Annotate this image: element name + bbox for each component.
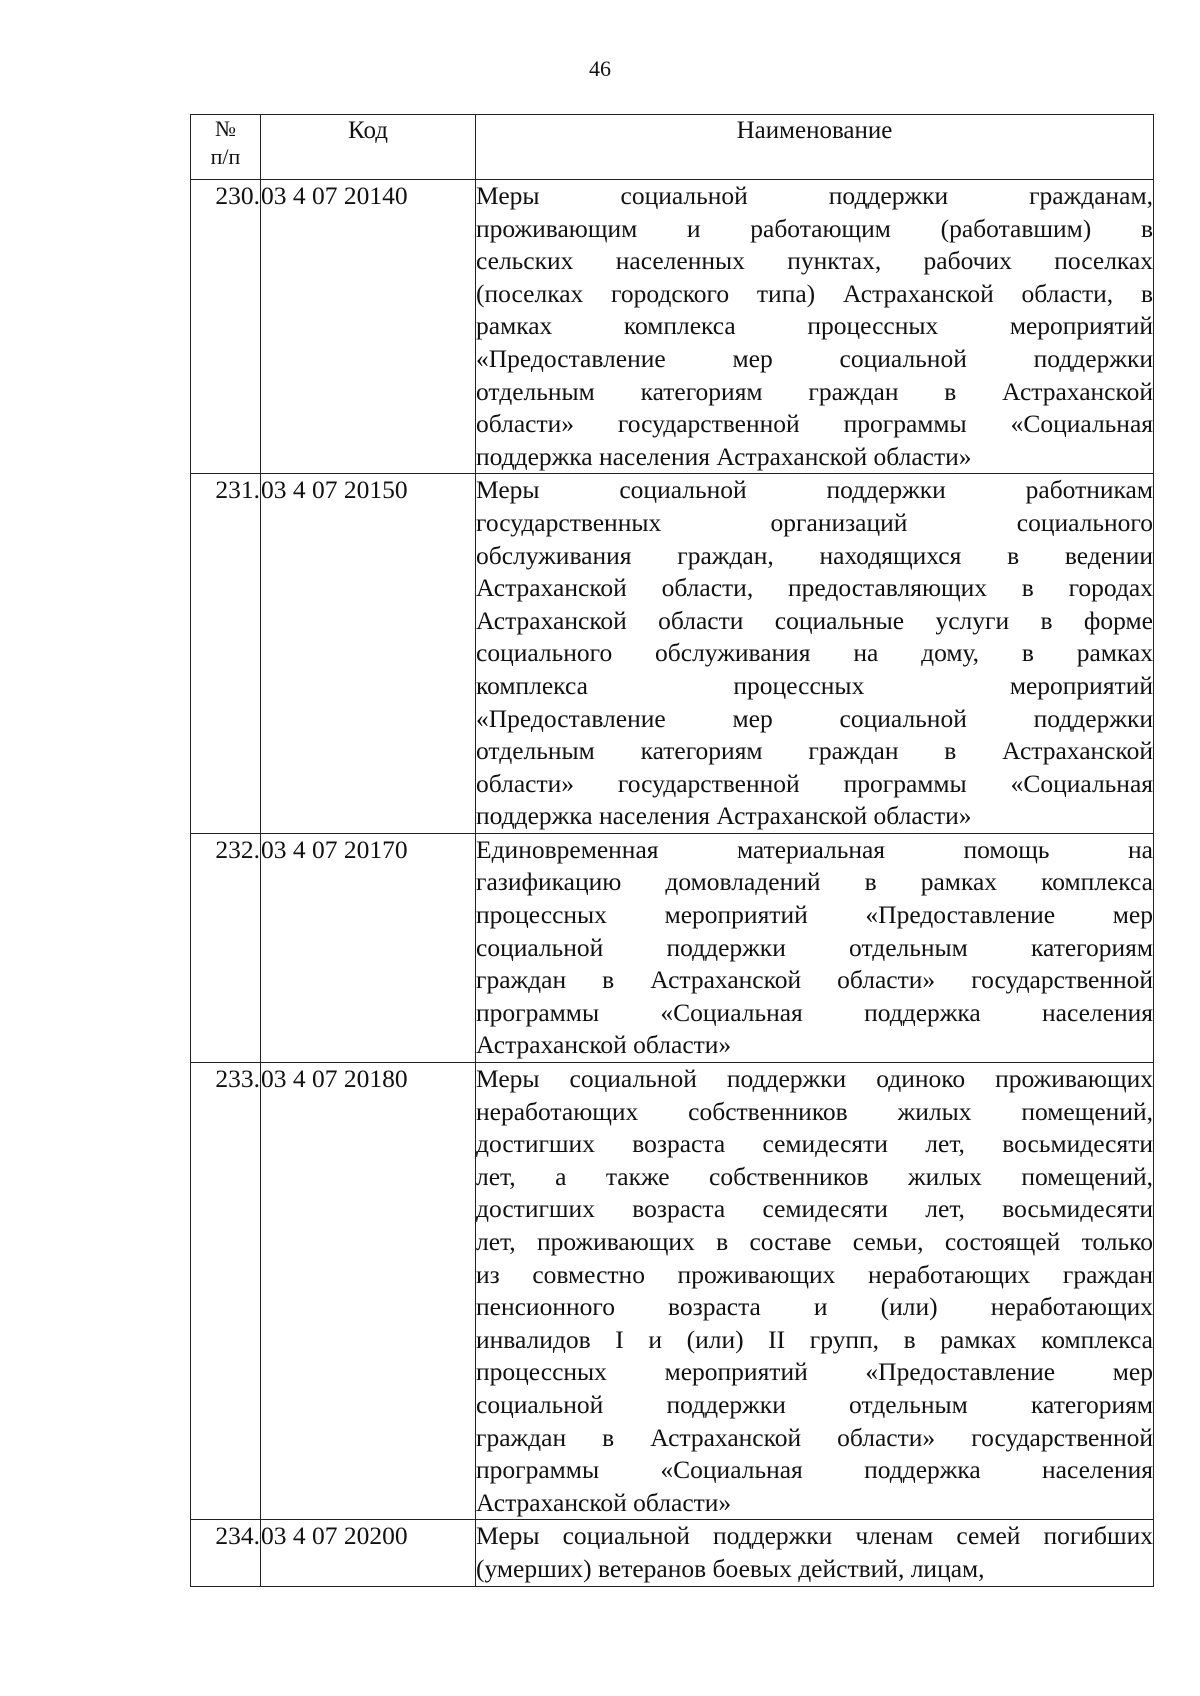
row-name-line: «Предоставление мер социальной поддержки xyxy=(476,343,1153,373)
row-code: 03 4 07 20140 xyxy=(261,180,476,474)
table-header xyxy=(191,115,1154,180)
row-name-line: Меры социальной поддержки гражданам, xyxy=(476,181,1153,210)
row-code: 03 4 07 20150 xyxy=(261,474,476,834)
row-name-line: пенсионного возраста и (или) неработающих xyxy=(476,1292,1153,1322)
row-name-line: социальной поддержки отдельным категориям xyxy=(476,1389,1153,1419)
row-name-line: Астраханской области» xyxy=(476,1030,732,1060)
row-name-line: инвалидов I и (или) II групп, в рамках комплекса xyxy=(476,1324,1153,1354)
row-name-line: достигших возраста семидесяти лет, восьмидесяти xyxy=(476,1194,1153,1224)
row-name xyxy=(476,180,1154,474)
row-name-line: отдельным категориям граждан в Астраханской xyxy=(476,376,1153,406)
row-number: 233. xyxy=(191,1063,261,1520)
header-row xyxy=(191,115,1154,180)
row-name-line: из совместно проживающих неработающих граждан xyxy=(476,1259,1153,1289)
row-name-line: процессных мероприятий «Предоставление мер xyxy=(476,900,1153,930)
row-name-line: Единовременная материальная помощь на xyxy=(476,834,1153,864)
header-number xyxy=(191,115,261,180)
row-name-line: рамках комплекса процессных мероприятий xyxy=(476,311,1153,341)
row-name-line: (умерших) ветеранов боевых действий, лицам, xyxy=(476,1553,985,1583)
row-name-line: Меры социальной поддержки членам семей погибших xyxy=(476,1521,1153,1551)
row-name-line: Меры социальной поддержки работникам xyxy=(476,475,1153,505)
row-name-line: Астраханской области» xyxy=(476,1487,732,1517)
row-name-line: программы «Социальная поддержка населения xyxy=(476,1455,1153,1485)
row-code: 03 4 07 20180 xyxy=(261,1063,476,1520)
row-name-line: «Предоставление мер социальной поддержки xyxy=(476,703,1153,733)
row-name-line: граждан в Астраханской области» государственной xyxy=(476,965,1153,995)
row-code: 03 4 07 20170 xyxy=(261,833,476,1062)
table-row xyxy=(191,1520,1154,1586)
row-number: 230. xyxy=(191,180,261,474)
row-name-line: программы «Социальная поддержка населения xyxy=(476,997,1153,1027)
row-number: 231. xyxy=(191,474,261,834)
header-number-symbol: № xyxy=(215,116,236,141)
row-name-line: государственных организаций социального xyxy=(476,507,1153,537)
row-name-line: Меры социальной поддержки одиноко проживающих xyxy=(476,1064,1153,1094)
row-name-line: Астраханской области социальные услуги в форме xyxy=(476,605,1153,635)
table-body xyxy=(191,180,1154,1587)
row-number: 232. xyxy=(191,833,261,1062)
row-name-line: социального обслуживания на дому, в рамках xyxy=(476,638,1153,668)
row-name-line: процессных мероприятий «Предоставление мер xyxy=(476,1357,1153,1387)
row-name-line: лет, а также собственников жилых помещений, xyxy=(476,1161,1153,1191)
row-name-line: газификацию домовладений в рамках комплекса xyxy=(476,867,1153,897)
row-number: 234. xyxy=(191,1520,261,1586)
row-name-line: области» государственной программы «Социальная xyxy=(476,768,1153,798)
row-name xyxy=(476,474,1154,834)
row-name-line: неработающих собственников жилых помещений, xyxy=(476,1096,1153,1126)
row-name-line: Астраханской области, предоставляющих в городах xyxy=(476,573,1153,603)
table-row xyxy=(191,180,1154,474)
table-row xyxy=(191,1063,1154,1520)
row-name xyxy=(476,1063,1154,1520)
row-name-line: поддержка населения Астраханской области» xyxy=(476,801,972,831)
row-name-line: поддержка населения Астраханской области» xyxy=(476,441,972,471)
header-number-abbrev: п/п xyxy=(210,144,241,169)
row-code: 03 4 07 20200 xyxy=(261,1520,476,1586)
row-name-line: достигших возраста семидесяти лет, восьмидесяти xyxy=(476,1129,1153,1159)
page-number: 46 xyxy=(589,56,611,81)
header-name: Наименование xyxy=(476,115,1154,180)
header-code: Код xyxy=(261,115,476,180)
row-name-line: отдельным категориям граждан в Астраханской xyxy=(476,736,1153,766)
row-name-line: комплекса процессных мероприятий xyxy=(476,670,1153,700)
row-name xyxy=(476,1520,1154,1586)
table-row xyxy=(191,833,1154,1062)
table-row xyxy=(191,474,1154,834)
row-name xyxy=(476,833,1154,1062)
row-name-line: (поселках городского типа) Астраханской области, в xyxy=(476,278,1153,308)
row-name-line: проживающим и работающим (работавшим) в xyxy=(476,213,1153,243)
row-name-line: обслуживания граждан, находящихся в ведении xyxy=(476,540,1153,570)
row-name-line: сельских населенных пунктах, рабочих поселках xyxy=(476,246,1153,276)
row-name-line: граждан в Астраханской области» государственной xyxy=(476,1422,1153,1452)
row-name-line: социальной поддержки отдельным категориям xyxy=(476,932,1153,962)
row-name-line: лет, проживающих в составе семьи, состоящей только xyxy=(476,1227,1153,1256)
row-name-line: области» государственной программы «Социальная xyxy=(476,409,1153,439)
classification-table xyxy=(190,114,1154,1587)
